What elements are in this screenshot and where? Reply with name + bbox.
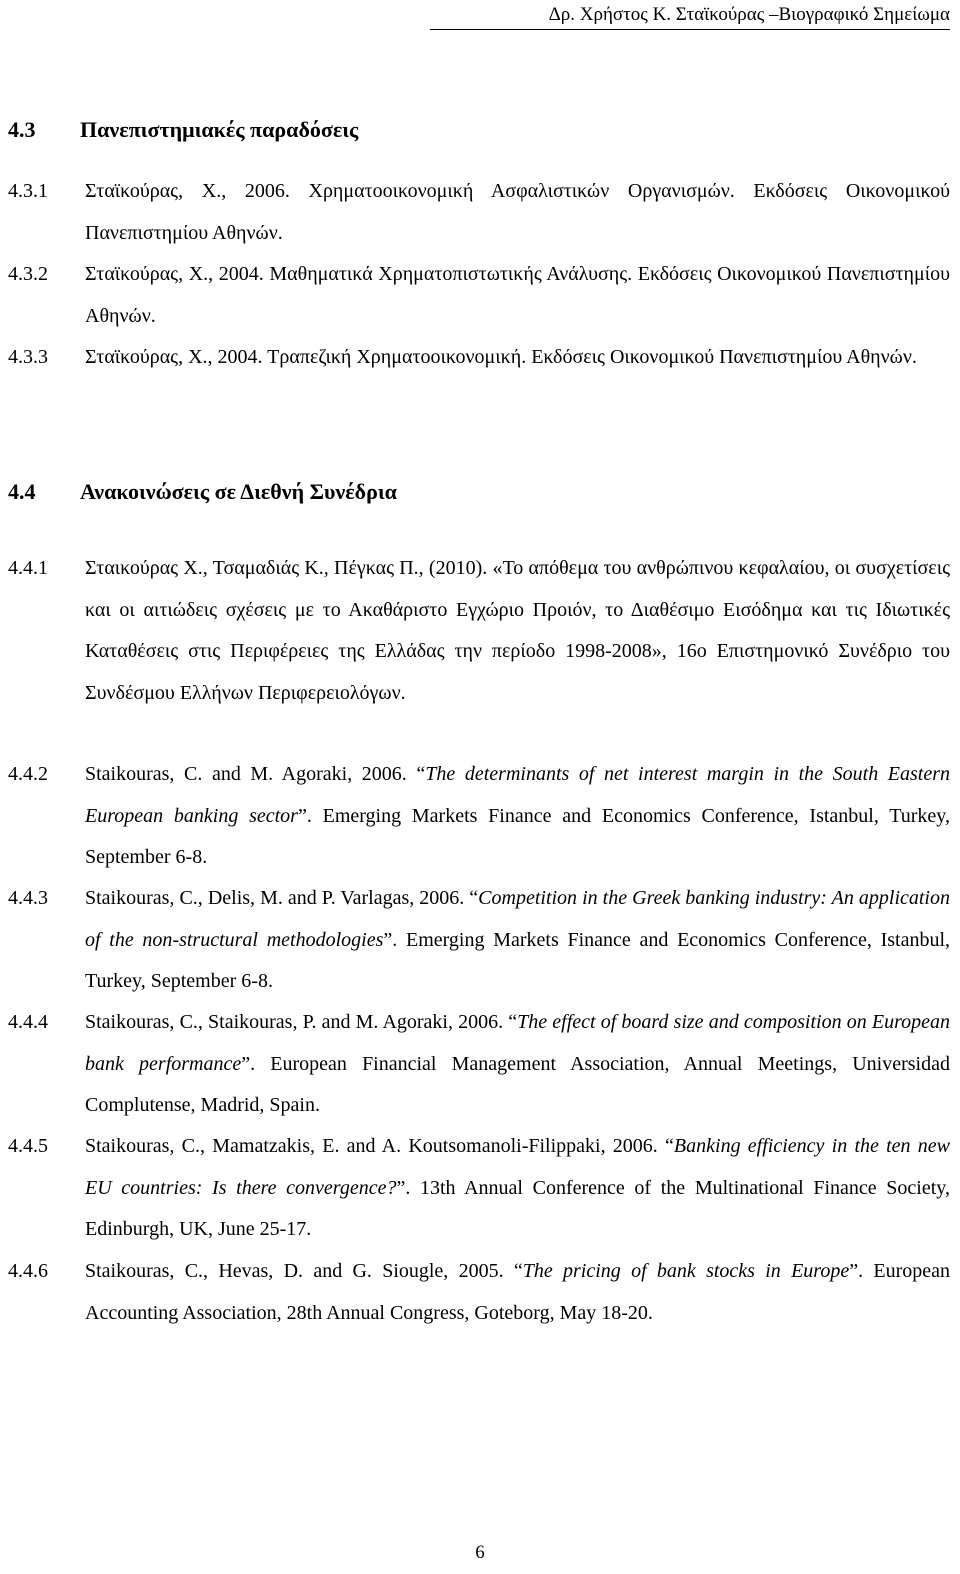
- entry-4-3-1: [8, 171, 950, 254]
- entry-number: 4.3.3: [8, 346, 48, 368]
- entry-venue: ”. 13th Annual Conference of the Multinational Finance Society, Edinburgh, UK, June 25-17.: [85, 1176, 950, 1240]
- entry-4-4-1: [8, 548, 950, 714]
- entry-text: [85, 878, 950, 1003]
- entry-text: Σταϊκούρας, Χ., 2006. Χρηματοοικονομική Ασφαλιστικών Οργανισμών. Εκδόσεις Οικονομικού Πανεπιστημίου Αθηνών.: [85, 180, 950, 244]
- entry-venue: ”. European Financial Management Association, Annual Meetings, Universidad Complutense, Madrid, Spain.: [85, 1052, 950, 1116]
- entry-title: The pricing of bank stocks in Europe: [522, 1260, 850, 1282]
- entry-authors: Staikouras, C. and M. Agoraki, 2006. “: [85, 763, 426, 785]
- entry-text: [85, 1126, 950, 1251]
- entry-number: 4.4.5: [8, 1135, 48, 1157]
- entry-4-4-6: [8, 1251, 950, 1334]
- entry-4-4-4: [8, 1002, 950, 1127]
- running-header: Δρ. Χρήστος Κ. Σταϊκούρας –Βιογραφικό Σημείωμα: [430, 4, 950, 30]
- entry-venue: ”. Emerging Markets Finance and Economics Conference, Istanbul, Turkey, September 6-8.: [85, 804, 950, 868]
- entry-title: Competition in the Greek banking industry: An application of the non-structural methodologies: [85, 887, 950, 951]
- page-number: 6: [475, 1542, 485, 1563]
- entry-4-3-2: [8, 254, 950, 337]
- entry-4-4-5: [8, 1126, 950, 1251]
- entry-text: Σταϊκούρας, Χ., 2004. Μαθηματικά Χρηματοπιστωτικής Ανάλυσης. Εκδόσεις Οικονομικού Πανεπιστημίου Αθηνών.: [85, 263, 950, 327]
- entry-number: 4.4.6: [8, 1260, 48, 1282]
- entry-4-3-3: [8, 337, 950, 379]
- section-heading-4-3: [8, 117, 358, 143]
- entry-4-4-2: [8, 754, 950, 879]
- entry-text: Σταϊκούρας, Χ., 2004. Τραπεζική Χρηματοοικονομική. Εκδόσεις Οικονομικού Πανεπιστημίου Αθηνών.: [85, 346, 917, 368]
- entry-title: The determinants of net interest margin in the South Eastern European banking sector: [85, 763, 951, 827]
- entry-title: Banking efficiency in the ten new EU countries: Is there convergence?: [85, 1135, 950, 1199]
- entry-authors: Staikouras, C., Mamatzakis, E. and A. Koutsomanoli-Filippaki, 2006. “: [85, 1135, 674, 1157]
- section-title: Πανεπιστημιακές παραδόσεις: [80, 117, 359, 142]
- entry-venue: ”. Emerging Markets Finance and Economics Conference, Istanbul, Turkey, September 6-8.: [85, 928, 951, 992]
- entry-authors: Staikouras, C., Hevas, D. and G. Siougle, 2005. “: [85, 1260, 523, 1282]
- section-title: Ανακοινώσεις σε Διεθνή Συνέδρια: [80, 479, 397, 504]
- entry-text: [85, 1002, 950, 1127]
- entry-4-4-3: [8, 878, 950, 1003]
- section-number: 4.4: [8, 479, 36, 504]
- entry-number: 4.4.2: [8, 763, 48, 785]
- entry-authors: Staikouras, C., Staikouras, P. and M. Agoraki, 2006. “: [85, 1011, 518, 1033]
- entry-number: 4.4.3: [8, 887, 48, 909]
- entry-number: 4.3.2: [8, 263, 48, 285]
- entry-number: 4.3.1: [8, 180, 48, 202]
- entry-venue: ”. European Accounting Association, 28th Annual Congress, Goteborg, May 18-20.: [85, 1260, 950, 1324]
- entry-authors: Staikouras, C., Delis, M. and P. Varlagas, 2006. “: [85, 887, 479, 909]
- entry-number: 4.4.1: [8, 557, 48, 579]
- entry-title: The effect of board size and composition on European bank performance: [85, 1011, 950, 1075]
- entry-text: Σταικούρας Χ., Τσαμαδιάς Κ., Πέγκας Π., (2010). «Το απόθεμα του ανθρώπινου κεφαλαίου, οι συσχετίσεις και οι αιτιώδεις σχέσεις με το Ακαθάριστο Εγχώριο Προιόν, το Διαθέσιμο Εισόδημα και τις Ιδιωτικές Καταθέσεις στις Περιφέρειες της Ελλάδας την περίοδο 1998-2008», 16ο Επιστημονικό Συνέδριο του Συνδέσμου Ελλήνων Περιφερειολόγων.: [85, 557, 950, 704]
- entry-number: 4.4.4: [8, 1011, 48, 1033]
- section-number: 4.3: [8, 117, 36, 142]
- section-heading-4-4: [8, 479, 397, 505]
- entry-text: [85, 1251, 950, 1334]
- entry-text: [85, 754, 950, 879]
